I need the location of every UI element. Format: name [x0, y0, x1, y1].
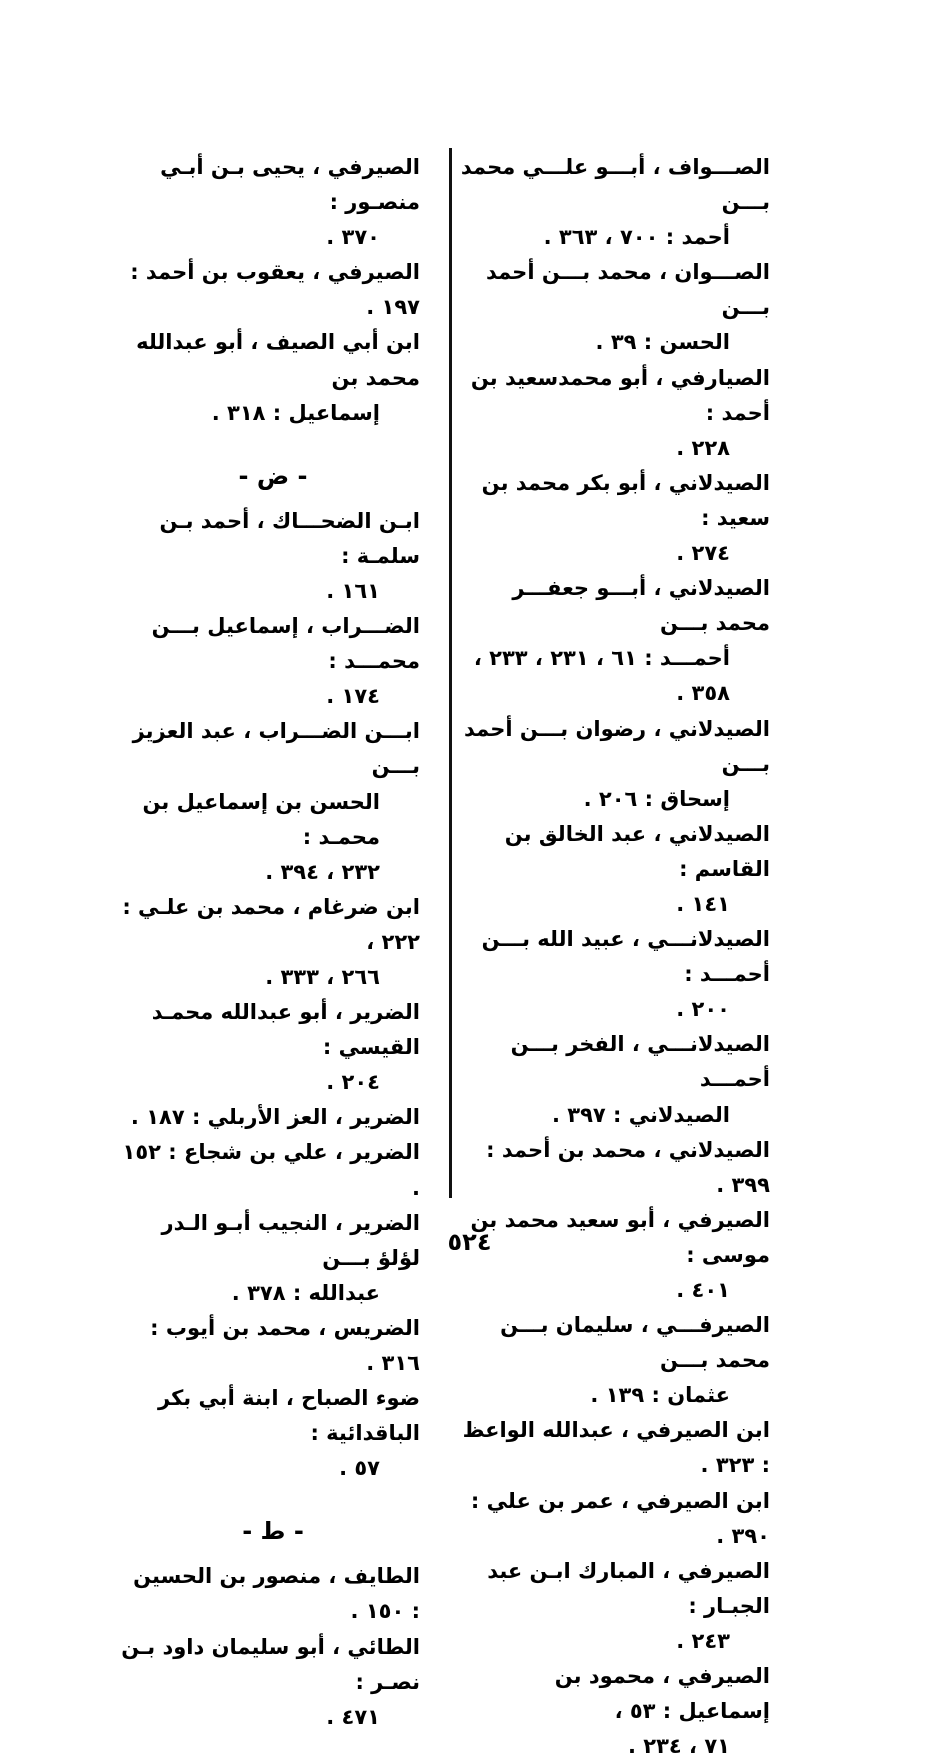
entry-line: الصيدلانـــي ، الفخر بـــن أحمـــد: [510, 1032, 770, 1092]
index-entry: [458, 1554, 778, 1659]
entry-continuation-line: ٢٠٠ .: [676, 997, 730, 1022]
entry-continuation-line: إسماعيل : ٣١٨ .: [211, 400, 380, 425]
index-entry: [458, 1133, 778, 1203]
entry-continuation-line: الحسن : ٣٩ .: [595, 330, 730, 355]
entry-line: الطايف ، منصور بن الحسين : ١٥٠ .: [133, 1564, 420, 1624]
entry-line: ابـــن الضـــراب ، عبد العزيز بـــن: [132, 719, 420, 779]
entry-continuation-line: ٢٣٢ ، ٣٩٤ .: [265, 859, 380, 884]
entry-continuation-line: ٢٧٤ .: [676, 541, 730, 566]
index-entry: [458, 466, 778, 571]
index-entry: [458, 150, 778, 255]
index-entry: [118, 609, 428, 714]
entry-continuation-line: عثمان : ١٣٩ .: [590, 1383, 730, 1408]
left-column-top: [118, 150, 428, 431]
index-entry: [118, 1381, 428, 1486]
index-entry: [458, 1413, 778, 1483]
entry-continuation-line: الحسن بن إسماعيل بن محمـد :: [142, 789, 380, 849]
index-entry: [458, 1659, 778, 1764]
left-column-bottom: [118, 1559, 428, 1734]
entry-line: الصيرفي ، يعقوب بن أحمد : ١٩٧ .: [130, 260, 420, 320]
entry-continuation-line: ٢٦٦ ، ٣٣٣ .: [265, 964, 380, 989]
left-column: [118, 150, 428, 1735]
index-entry: [458, 712, 778, 817]
entry-line: الصيرفي ، يحيى بـن أبـي منصـور :: [160, 155, 420, 215]
entry-continuation-line: ١٦١ .: [326, 578, 380, 603]
index-entry: [458, 922, 778, 1027]
entry-continuation-line: عبدالله : ٣٧٨ .: [231, 1280, 380, 1305]
entry-line: الصيرفـــي ، سليمان بـــن محمد بـــن: [500, 1313, 770, 1373]
entry-continuation-line: ٢٢٨ .: [676, 435, 730, 460]
index-entry: [458, 817, 778, 922]
entry-continuation-line: ٧١ ، ٢٣٤ .: [628, 1734, 730, 1759]
right-column: [458, 150, 778, 1764]
entry-continuation-line: أحمـــد : ٦١ ، ٢٣١ ، ٢٣٣ ،: [473, 646, 730, 671]
entry-continuation-line: ٢٤٣ .: [676, 1628, 730, 1653]
index-entry: [118, 1206, 428, 1311]
index-entry: [118, 995, 428, 1100]
page-number: ٥٢٤: [447, 1228, 492, 1256]
entry-line: الصـــواف ، أبـــو علـــي محمد بـــن: [460, 155, 770, 215]
entry-continuation-line: ١٧٤ .: [326, 684, 380, 709]
entry-line: الصيرفي ، أبو سعيد محمد بن موسى :: [470, 1207, 770, 1267]
entry-line: الضـــراب ، إسماعيل بـــن محمـــد :: [151, 614, 420, 674]
index-entry: [118, 714, 428, 889]
letter-heading-dad: - ض -: [238, 461, 308, 490]
left-column-mid: [118, 504, 428, 1487]
entry-line: الصيدلاني ، محمد بن أحمد : ٣٩٩ .: [486, 1137, 770, 1197]
index-entry: [458, 255, 778, 360]
index-entry: [118, 890, 428, 995]
index-entry: [118, 504, 428, 609]
entry-line: الضرير ، العز الأربلي : ١٨٧ .: [130, 1105, 420, 1130]
entry-continuation-line: ٢٠٤ .: [326, 1070, 380, 1095]
index-entry: [458, 571, 778, 711]
entry-line: الصيدلانـــي ، عبيد الله بـــن أحمـــد :: [481, 927, 770, 987]
entry-continuation-line: إسحاق : ٢٠٦ .: [583, 786, 730, 811]
entry-continuation-line: أحمد : ٧٠٠ ، ٣٦٣ .: [543, 225, 730, 250]
index-entry: [118, 1559, 428, 1629]
entry-line: ابن ضرغام ، محمد بن علـي : ٢٢٢ ،: [122, 894, 420, 954]
entry-line: ابن أبي الصيف ، أبو عبدالله محمد بن: [136, 330, 420, 390]
index-entry: [458, 361, 778, 466]
index-entry: [118, 150, 428, 255]
entry-line: ابـن الضحـــاك ، أحمد بـن سلمـة :: [159, 508, 420, 568]
index-entry: [458, 1308, 778, 1413]
entry-continuation-line: ٣٧٠ .: [326, 225, 380, 250]
index-entry: [458, 1484, 778, 1554]
entry-line: الضرير ، النجيب أبـو الـدر لؤلؤ بـــن: [161, 1210, 420, 1270]
entry-continuation-line: ٣٥٨ .: [676, 681, 730, 706]
index-entry: [118, 1100, 428, 1135]
index-entry: [118, 1135, 428, 1205]
entry-line: الصيدلاني ، أبو بكر محمد بن سعيد :: [481, 470, 770, 530]
index-entry: [118, 325, 428, 430]
entry-continuation-line: ٤٧١ .: [326, 1704, 380, 1729]
entry-line: الصيرفي ، محمود بن إسماعيل : ٥٣ ،: [554, 1664, 770, 1724]
letter-heading-ta: - ط -: [242, 1517, 304, 1546]
column-divider: [449, 148, 452, 1198]
entry-continuation-line: الصيدلاني : ٣٩٧ .: [551, 1102, 730, 1127]
entry-line: الضرير ، أبو عبدالله محمـد القيسي :: [151, 1000, 420, 1060]
entry-line: الطائي ، أبو سليمان داود بـن نصـر :: [121, 1634, 420, 1694]
entry-continuation-line: ١٤١ .: [676, 891, 730, 916]
entry-continuation-line: ٤٠١ .: [676, 1278, 730, 1302]
entry-line: الصيدلاني ، عبد الخالق بن القاسم :: [504, 821, 770, 881]
entry-line: الصيدلاني ، رضوان بـــن أحمد بـــن: [464, 716, 770, 776]
index-entry: [458, 1027, 778, 1132]
entry-line: الصيدلاني ، أبـــو جعفـــر محمد بـــن: [512, 576, 770, 636]
entry-line: ضوء الصباح ، ابنة أبي بكر الباقدائية :: [158, 1386, 420, 1446]
entry-line: الصيرفي ، المبارك ابـن عبد الجبـار :: [487, 1558, 770, 1618]
entry-line: الصـــوان ، محمد بـــن أحمد بـــن: [485, 260, 770, 320]
entry-line: ابن الصيرفي ، عبدالله الواعظ : ٣٢٣ .: [462, 1418, 770, 1478]
entry-line: الضريس ، محمد بن أيوب : ٣١٦ .: [150, 1315, 420, 1375]
index-entry: [118, 255, 428, 325]
entry-line: الضرير ، علي بن شجاع : ١٥٢ .: [122, 1140, 420, 1200]
entry-line: ابن الصيرفي ، عمر بن علي : ٣٩٠ .: [470, 1488, 770, 1548]
entry-line: الصيارفي ، أبو محمدسعيد بن أحمد :: [470, 365, 770, 425]
entry-continuation-line: ٥٧ .: [339, 1456, 380, 1481]
index-entry: [118, 1630, 428, 1735]
